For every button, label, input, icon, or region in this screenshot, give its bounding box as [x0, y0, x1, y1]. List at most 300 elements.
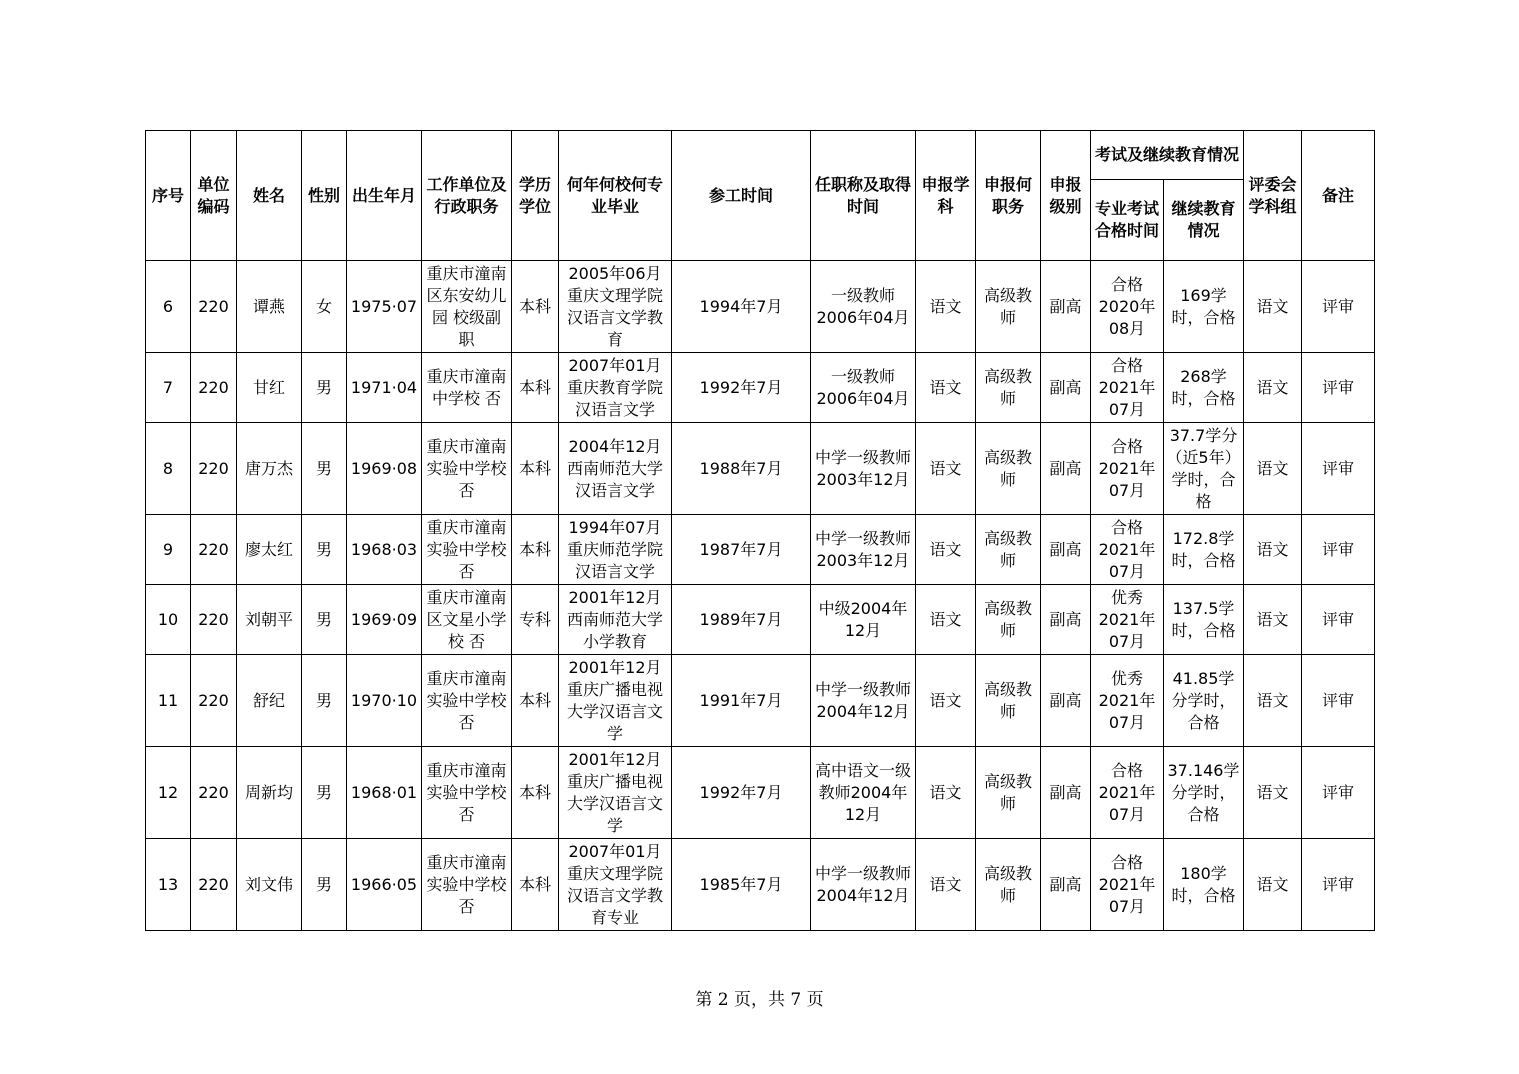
- committee-cell: [1244, 839, 1302, 931]
- apply-level-cell-text: 副高: [1049, 874, 1082, 894]
- header-graduation: 何年何校何专业毕业: [559, 131, 672, 261]
- graduation-cell-text: 2001年12月重庆广播电视大学汉语言文学: [566, 749, 663, 835]
- exam-time-cell: [1091, 747, 1164, 839]
- apply-title-cell-text: 高级教师: [983, 285, 1032, 327]
- subject-cell: [916, 839, 976, 931]
- subject-cell: [916, 423, 976, 515]
- education-cell: [512, 585, 559, 655]
- cont-edu-cell-text: 37.7学分（近5年）学时，合格: [1166, 425, 1241, 511]
- remark-cell-text: 评审: [1322, 458, 1355, 478]
- apply-level-cell: [1041, 353, 1091, 423]
- name-cell-text: 唐万杰: [244, 458, 293, 478]
- current-title-cell: [811, 261, 916, 353]
- unit-code-cell: [191, 423, 237, 515]
- current-title-cell: [811, 353, 916, 423]
- gender-cell: [302, 423, 347, 515]
- header-birth: 出生年月: [347, 131, 422, 261]
- apply-title-cell-text: 高级教师: [983, 366, 1032, 408]
- work-start-cell: [672, 839, 811, 931]
- birth-cell-text: 1966·05: [350, 874, 418, 894]
- exam-time-cell-text: 合格2021年07月: [1098, 760, 1156, 824]
- committee-cell: [1244, 423, 1302, 515]
- birth-cell-text: 1969·08: [350, 458, 418, 478]
- unit-code-cell: [191, 747, 237, 839]
- workplace-cell: [422, 353, 512, 423]
- work-start-cell-text: 1987年7月: [699, 539, 783, 559]
- education-cell: [512, 839, 559, 931]
- gender-cell-text: 女: [315, 296, 332, 316]
- seq-cell: [146, 655, 191, 747]
- subject-cell: [916, 585, 976, 655]
- remark-cell: [1302, 423, 1375, 515]
- subject-cell-text: 语文: [929, 609, 962, 629]
- header-seq: 序号: [146, 131, 191, 261]
- apply-title-cell-text: 高级教师: [983, 528, 1032, 570]
- name-cell-text: 刘朝平: [244, 609, 293, 629]
- apply-level-cell: [1041, 585, 1091, 655]
- apply-level-cell-text: 副高: [1049, 539, 1082, 559]
- name-cell: [237, 747, 302, 839]
- name-cell-text: 甘红: [252, 377, 285, 397]
- subject-cell: [916, 655, 976, 747]
- unit-code-cell-text: 220: [198, 690, 229, 710]
- remark-cell: [1302, 353, 1375, 423]
- subject-cell: [916, 515, 976, 585]
- header-work-start: 参工时间: [672, 131, 811, 261]
- birth-cell: [347, 261, 422, 353]
- cont-edu-cell-text: 137.5学时，合格: [1171, 598, 1236, 640]
- birth-cell-text: 1969·09: [350, 609, 418, 629]
- birth-cell: [347, 655, 422, 747]
- subject-cell: [916, 747, 976, 839]
- header-education: 学历学位: [512, 131, 559, 261]
- name-cell: [237, 839, 302, 931]
- subject-cell-text: 语文: [929, 690, 962, 710]
- work-start-cell-text: 1991年7月: [699, 690, 783, 710]
- education-cell: [512, 515, 559, 585]
- current-title-cell-text: 中学一级教师2004年12月: [814, 863, 911, 905]
- seq-cell-text: 9: [162, 539, 174, 559]
- header-current-title: 任职称及取得时间: [811, 131, 916, 261]
- current-title-cell-text: 中级2004年12月: [818, 598, 908, 640]
- cont-edu-cell: [1164, 261, 1244, 353]
- seq-cell: [146, 353, 191, 423]
- seq-cell: [146, 585, 191, 655]
- committee-cell: [1244, 261, 1302, 353]
- workplace-cell: [422, 585, 512, 655]
- apply-level-cell-text: 副高: [1049, 458, 1082, 478]
- birth-cell: [347, 353, 422, 423]
- table-body: [146, 261, 1375, 931]
- current-title-cell-text: 一级教师2006年04月: [816, 285, 910, 327]
- current-title-cell: [811, 585, 916, 655]
- workplace-cell-text: 重庆市潼南中学校 否: [426, 366, 507, 408]
- table-row: [146, 655, 1375, 747]
- committee-cell: [1244, 747, 1302, 839]
- apply-title-cell-text: 高级教师: [983, 863, 1032, 905]
- cont-edu-cell-text: 172.8学时，合格: [1171, 528, 1236, 570]
- current-title-cell-text: 中学一级教师2003年12月: [814, 447, 911, 489]
- education-cell: [512, 261, 559, 353]
- remark-cell-text: 评审: [1322, 609, 1355, 629]
- birth-cell: [347, 585, 422, 655]
- seq-cell: [146, 423, 191, 515]
- name-cell-text: 舒纪: [252, 690, 285, 710]
- table-row: [146, 585, 1375, 655]
- education-cell: [512, 423, 559, 515]
- gender-cell-text: 男: [315, 874, 332, 894]
- apply-level-cell-text: 副高: [1049, 609, 1082, 629]
- education-cell-text: 本科: [518, 539, 551, 559]
- birth-cell: [347, 423, 422, 515]
- subject-cell-text: 语文: [929, 377, 962, 397]
- cont-edu-cell-text: 169学时，合格: [1171, 285, 1236, 327]
- education-cell-text: 本科: [518, 377, 551, 397]
- apply-title-cell: [976, 585, 1041, 655]
- subject-cell: [916, 261, 976, 353]
- current-title-cell-text: 一级教师2006年04月: [816, 366, 910, 408]
- header-workplace: 工作单位及行政职务: [422, 131, 512, 261]
- apply-title-cell-text: 高级教师: [983, 679, 1032, 721]
- table-row: [146, 515, 1375, 585]
- education-cell: [512, 655, 559, 747]
- exam-time-cell-text: 合格2021年07月: [1098, 852, 1156, 916]
- header-subject: 申报学科: [916, 131, 976, 261]
- cont-edu-cell: [1164, 747, 1244, 839]
- table-row: [146, 747, 1375, 839]
- name-cell: [237, 515, 302, 585]
- gender-cell-text: 男: [315, 377, 332, 397]
- remark-cell-text: 评审: [1322, 874, 1355, 894]
- committee-cell: [1244, 655, 1302, 747]
- birth-cell: [347, 839, 422, 931]
- gender-cell-text: 男: [315, 609, 332, 629]
- birth-cell-text: 1968·03: [350, 539, 418, 559]
- committee-cell: [1244, 515, 1302, 585]
- current-title-cell: [811, 515, 916, 585]
- committee-cell-text: 语文: [1256, 377, 1289, 397]
- work-start-cell: [672, 747, 811, 839]
- remark-cell-text: 评审: [1322, 539, 1355, 559]
- work-start-cell-text: 1994年7月: [699, 296, 783, 316]
- unit-code-cell: [191, 353, 237, 423]
- exam-time-cell: [1091, 585, 1164, 655]
- table-row: [146, 423, 1375, 515]
- cont-edu-cell-text: 37.146学分学时，合格: [1167, 760, 1240, 824]
- header-exam-group: 考试及继续教育情况: [1091, 131, 1244, 180]
- workplace-cell-text: 重庆市潼南实验中学校 否: [426, 760, 507, 824]
- current-title-cell: [811, 423, 916, 515]
- graduation-cell: [559, 747, 672, 839]
- header-name: 姓名: [237, 131, 302, 261]
- exam-time-cell: [1091, 515, 1164, 585]
- apply-title-cell: [976, 261, 1041, 353]
- gender-cell: [302, 261, 347, 353]
- apply-title-cell: [976, 423, 1041, 515]
- gender-cell: [302, 353, 347, 423]
- seq-cell-text: 12: [157, 782, 179, 802]
- apply-level-cell-text: 副高: [1049, 296, 1082, 316]
- name-cell: [237, 261, 302, 353]
- remark-cell-text: 评审: [1322, 377, 1355, 397]
- cont-edu-cell: [1164, 515, 1244, 585]
- workplace-cell-text: 重庆市潼南实验中学校 否: [426, 517, 507, 581]
- table-row: [146, 839, 1375, 931]
- cont-edu-cell: [1164, 585, 1244, 655]
- current-title-cell: [811, 839, 916, 931]
- workplace-cell-text: 重庆市潼南实验中学校 否: [426, 436, 507, 500]
- work-start-cell-text: 1992年7月: [699, 782, 783, 802]
- graduation-cell: [559, 655, 672, 747]
- committee-cell: [1244, 585, 1302, 655]
- header-exam-time: 专业考试合格时间: [1091, 180, 1164, 261]
- unit-code-cell-text: 220: [198, 782, 229, 802]
- unit-code-cell-text: 220: [198, 458, 229, 478]
- applicant-table: [145, 130, 1375, 931]
- work-start-cell: [672, 353, 811, 423]
- unit-code-cell: [191, 839, 237, 931]
- exam-time-cell: [1091, 353, 1164, 423]
- seq-cell-text: 7: [162, 377, 174, 397]
- seq-cell-text: 6: [162, 296, 174, 316]
- current-title-cell-text: 中学一级教师2003年12月: [814, 528, 911, 570]
- apply-level-cell: [1041, 747, 1091, 839]
- gender-cell-text: 男: [315, 539, 332, 559]
- apply-level-cell: [1041, 423, 1091, 515]
- graduation-cell: [559, 515, 672, 585]
- apply-title-cell-text: 高级教师: [983, 771, 1032, 813]
- workplace-cell: [422, 515, 512, 585]
- remark-cell: [1302, 585, 1375, 655]
- subject-cell-text: 语文: [929, 782, 962, 802]
- apply-title-cell-text: 高级教师: [983, 447, 1032, 489]
- graduation-cell-text: 2007年01月重庆文理学院汉语言文学教育专业: [566, 841, 663, 927]
- subject-cell-text: 语文: [929, 874, 962, 894]
- gender-cell-text: 男: [315, 458, 332, 478]
- apply-level-cell: [1041, 839, 1091, 931]
- table-row: [146, 261, 1375, 353]
- seq-cell-text: 11: [157, 690, 179, 710]
- gender-cell: [302, 585, 347, 655]
- work-start-cell: [672, 585, 811, 655]
- committee-cell-text: 语文: [1256, 690, 1289, 710]
- graduation-cell-text: 2005年06月重庆文理学院汉语言文学教育: [566, 263, 663, 349]
- cont-edu-cell-text: 41.85学分学时，合格: [1171, 668, 1236, 732]
- gender-cell: [302, 747, 347, 839]
- workplace-cell-text: 重庆市潼南实验中学校 否: [426, 668, 507, 732]
- gender-cell-text: 男: [315, 782, 332, 802]
- header-apply-level: 申报级别: [1041, 131, 1091, 261]
- workplace-cell: [422, 655, 512, 747]
- committee-cell: [1244, 353, 1302, 423]
- work-start-cell: [672, 261, 811, 353]
- workplace-cell: [422, 423, 512, 515]
- name-cell: [237, 423, 302, 515]
- education-cell: [512, 747, 559, 839]
- workplace-cell: [422, 839, 512, 931]
- header-unit-code: 单位编码: [191, 131, 237, 261]
- exam-time-cell-text: 合格2021年07月: [1098, 436, 1156, 500]
- graduation-cell: [559, 261, 672, 353]
- graduation-cell: [559, 839, 672, 931]
- birth-cell-text: 1975·07: [350, 296, 418, 316]
- workplace-cell: [422, 747, 512, 839]
- birth-cell: [347, 515, 422, 585]
- unit-code-cell-text: 220: [198, 609, 229, 629]
- unit-code-cell: [191, 585, 237, 655]
- work-start-cell: [672, 515, 811, 585]
- name-cell: [237, 353, 302, 423]
- graduation-cell-text: 2001年12月重庆广播电视大学汉语言文学: [566, 657, 663, 743]
- education-cell: [512, 353, 559, 423]
- apply-title-cell: [976, 515, 1041, 585]
- education-cell-text: 本科: [518, 874, 551, 894]
- apply-level-cell-text: 副高: [1049, 377, 1082, 397]
- name-cell-text: 谭燕: [252, 296, 285, 316]
- subject-cell-text: 语文: [929, 458, 962, 478]
- remark-cell-text: 评审: [1322, 690, 1355, 710]
- work-start-cell-text: 1992年7月: [699, 377, 783, 397]
- workplace-cell: [422, 261, 512, 353]
- exam-time-cell-text: 优秀2021年07月: [1098, 668, 1156, 732]
- birth-cell-text: 1970·10: [350, 690, 418, 710]
- birth-cell-text: 1971·04: [350, 377, 418, 397]
- education-cell-text: 本科: [518, 458, 551, 478]
- unit-code-cell: [191, 515, 237, 585]
- unit-code-cell-text: 220: [198, 874, 229, 894]
- exam-time-cell-text: 合格2021年07月: [1098, 517, 1156, 581]
- page-footer: 第 2 页，共 7 页: [695, 990, 824, 1010]
- workplace-cell-text: 重庆市潼南区东安幼儿园 校级副职: [426, 263, 507, 349]
- gender-cell: [302, 515, 347, 585]
- cont-edu-cell: [1164, 839, 1244, 931]
- birth-cell-text: 1968·01: [350, 782, 418, 802]
- unit-code-cell-text: 220: [198, 296, 229, 316]
- apply-level-cell: [1041, 655, 1091, 747]
- current-title-cell: [811, 655, 916, 747]
- committee-cell-text: 语文: [1256, 296, 1289, 316]
- unit-code-cell: [191, 655, 237, 747]
- work-start-cell-text: 1989年7月: [699, 609, 783, 629]
- remark-cell-text: 评审: [1322, 782, 1355, 802]
- committee-cell-text: 语文: [1256, 458, 1289, 478]
- seq-cell: [146, 261, 191, 353]
- cont-edu-cell-text: 268学时，合格: [1171, 366, 1236, 408]
- gender-cell: [302, 655, 347, 747]
- graduation-cell-text: 2001年12月西南师范大学小学教育: [566, 587, 663, 651]
- exam-time-cell: [1091, 839, 1164, 931]
- education-cell-text: 本科: [518, 690, 551, 710]
- apply-title-cell: [976, 839, 1041, 931]
- cont-edu-cell: [1164, 655, 1244, 747]
- work-start-cell-text: 1985年7月: [699, 874, 783, 894]
- header-gender: 性别: [302, 131, 347, 261]
- current-title-cell-text: 中学一级教师2004年12月: [814, 679, 911, 721]
- unit-code-cell: [191, 261, 237, 353]
- remark-cell: [1302, 655, 1375, 747]
- cont-edu-cell: [1164, 423, 1244, 515]
- seq-cell: [146, 515, 191, 585]
- work-start-cell: [672, 655, 811, 747]
- seq-cell: [146, 747, 191, 839]
- exam-time-cell-text: 合格2020年08月: [1098, 274, 1156, 338]
- header-cont-edu: 继续教育情况: [1164, 180, 1244, 261]
- remark-cell-text: 评审: [1322, 296, 1355, 316]
- name-cell-text: 廖太红: [244, 539, 293, 559]
- committee-cell-text: 语文: [1256, 874, 1289, 894]
- name-cell-text: 周新均: [244, 782, 293, 802]
- remark-cell: [1302, 515, 1375, 585]
- current-title-cell-text: 高中语文一级教师2004年12月: [814, 760, 911, 824]
- apply-level-cell-text: 副高: [1049, 690, 1082, 710]
- apply-title-cell-text: 高级教师: [983, 598, 1032, 640]
- name-cell: [237, 585, 302, 655]
- seq-cell-text: 10: [157, 609, 179, 629]
- graduation-cell: [559, 423, 672, 515]
- gender-cell: [302, 839, 347, 931]
- exam-time-cell-text: 合格2021年07月: [1098, 355, 1156, 419]
- exam-time-cell: [1091, 423, 1164, 515]
- apply-title-cell: [976, 353, 1041, 423]
- exam-time-cell: [1091, 261, 1164, 353]
- apply-level-cell-text: 副高: [1049, 782, 1082, 802]
- work-start-cell: [672, 423, 811, 515]
- current-title-cell: [811, 747, 916, 839]
- education-cell-text: 本科: [518, 782, 551, 802]
- education-cell-text: 本科: [518, 296, 551, 316]
- committee-cell-text: 语文: [1256, 539, 1289, 559]
- name-cell-text: 刘文伟: [244, 874, 293, 894]
- remark-cell: [1302, 261, 1375, 353]
- subject-cell-text: 语文: [929, 296, 962, 316]
- birth-cell: [347, 747, 422, 839]
- graduation-cell: [559, 585, 672, 655]
- graduation-cell-text: 2004年12月西南师范大学汉语言文学: [566, 436, 663, 500]
- work-start-cell-text: 1988年7月: [699, 458, 783, 478]
- exam-time-cell: [1091, 655, 1164, 747]
- header-committee: 评委会学科组: [1244, 131, 1302, 261]
- table-row: [146, 353, 1375, 423]
- exam-time-cell-text: 优秀2021年07月: [1098, 587, 1156, 651]
- name-cell: [237, 655, 302, 747]
- table-header: [146, 131, 1375, 261]
- cont-edu-cell: [1164, 353, 1244, 423]
- remark-cell: [1302, 747, 1375, 839]
- seq-cell: [146, 839, 191, 931]
- apply-title-cell: [976, 655, 1041, 747]
- apply-title-cell: [976, 747, 1041, 839]
- education-cell-text: 专科: [518, 609, 551, 629]
- workplace-cell-text: 重庆市潼南实验中学校 否: [426, 852, 507, 916]
- unit-code-cell-text: 220: [198, 377, 229, 397]
- header-remark: 备注: [1302, 131, 1375, 261]
- header-apply-title: 申报何职务: [976, 131, 1041, 261]
- unit-code-cell-text: 220: [198, 539, 229, 559]
- committee-cell-text: 语文: [1256, 782, 1289, 802]
- remark-cell: [1302, 839, 1375, 931]
- apply-level-cell: [1041, 515, 1091, 585]
- seq-cell-text: 8: [162, 458, 174, 478]
- committee-cell-text: 语文: [1256, 609, 1289, 629]
- subject-cell: [916, 353, 976, 423]
- subject-cell-text: 语文: [929, 539, 962, 559]
- gender-cell-text: 男: [315, 690, 332, 710]
- graduation-cell-text: 1994年07月重庆师范学院汉语言文学: [566, 517, 663, 581]
- workplace-cell-text: 重庆市潼南区文星小学校 否: [426, 587, 507, 651]
- seq-cell-text: 13: [157, 874, 179, 894]
- graduation-cell-text: 2007年01月重庆教育学院汉语言文学: [566, 355, 663, 419]
- graduation-cell: [559, 353, 672, 423]
